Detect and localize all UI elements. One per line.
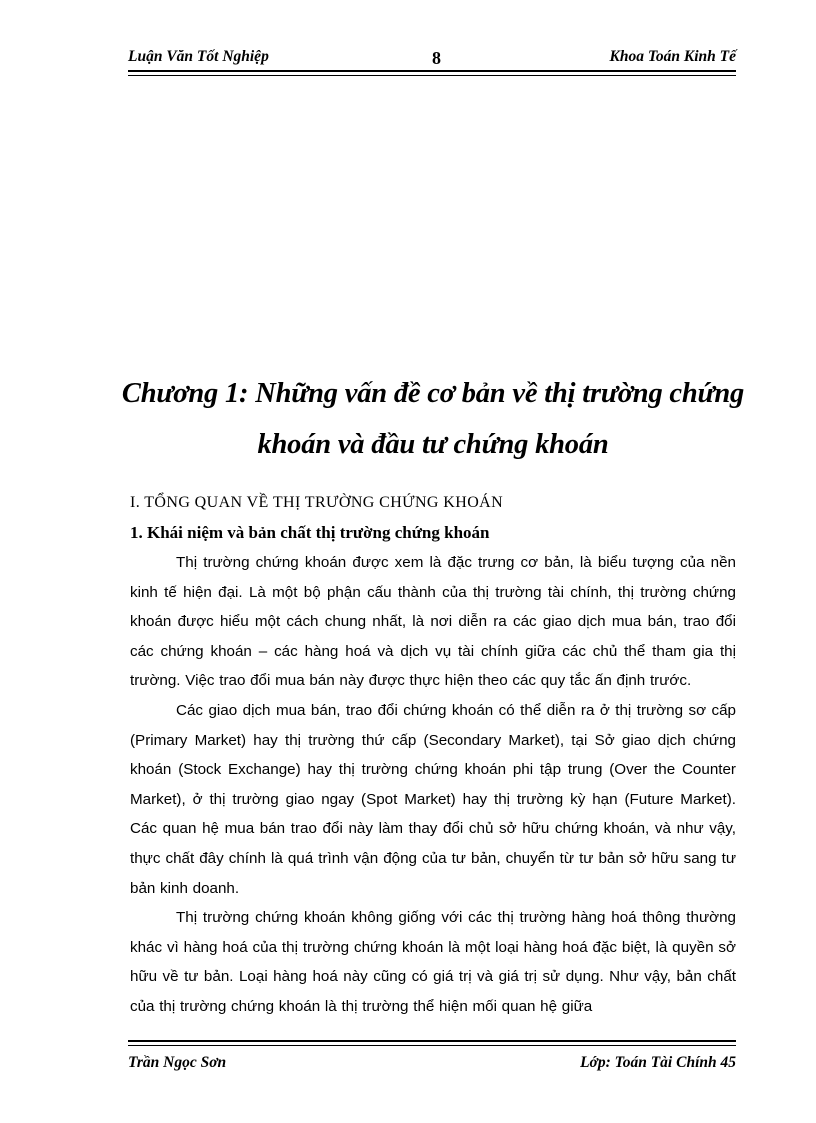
footer-author: Trần Ngọc Sơn: [128, 1054, 227, 1071]
paragraph: Thị trường chứng khoán được xem là đặc trưng cơ bản, là biểu tượng của nền kinh tế hiện đại. Là một bộ phận cấu thành của thị trường tài chính, thị trường chứng khoán được hiểu một cách chung nhất, là nơi diễn ra các giao dịch mua bán, trao đổi các chứng khoán – các hàng hoá và dịch vụ tài chính giữa các chủ thể tham gia thị trường. Việc trao đổi mua bán này được thực hiện theo các quy tắc ấn định trước.: [130, 554, 736, 690]
chapter-title: [100, 368, 766, 470]
header-divider: [128, 70, 736, 76]
page-footer: [128, 1054, 736, 1076]
footer-divider: [128, 1040, 736, 1046]
section-heading: I. TỔNG QUAN VỀ THỊ TRƯỜNG CHỨNG KHOÁN: [130, 494, 504, 511]
page-header: [128, 46, 736, 70]
document-body: [130, 488, 736, 1022]
paragraph: Thị trường chứng khoán không giống với các thị trường hàng hoá thông thường khác vì hàng hoá của thị trường chứng khoán là một loại hàng hoá đặc biệt, là quyền sở hữu về tư bản. Loại hàng hoá này cũng có giá trị và giá trị sử dụng. Như vậy, bản chất của thị trường chứng khoán là thị trường thể hiện mối quan hệ giữa: [130, 909, 736, 1015]
paragraph: Các giao dịch mua bán, trao đổi chứng khoán có thể diễn ra ở thị trường sơ cấp (Primary Market) hay thị trường thứ cấp (Secondary Market), tại Sở giao dịch chứng khoán (Stock Exchange) hay thị trường chứng khoán phi tập trung (Over the Counter Market), ở thị trường giao ngay (Spot Market) hay thị trường kỳ hạn (Future Market). Các quan hệ mua bán trao đổi này làm thay đổi chủ sở hữu chứng khoán, và như vậy, thực chất đây chính là quá trình vận động của tư bản, chuyển từ tư bản sở hữu sang tư bản kinh doanh.: [130, 701, 736, 897]
footer-class: Lớp: Toán Tài Chính 45: [580, 1054, 736, 1071]
header-faculty-label: Khoa Toán Kinh Tế: [609, 48, 736, 65]
page-number: 8: [432, 48, 441, 68]
chapter-title-line-1: Chương 1: Những vấn đề cơ bản về thị trường chứng: [121, 378, 745, 409]
subsection-heading: 1. Khái niệm và bản chất thị trường chứng khoán: [130, 523, 490, 542]
header-thesis-label: Luận Văn Tốt Nghiệp: [128, 48, 269, 65]
chapter-title-line-2: khoán và đầu tư chứng khoán: [257, 429, 609, 460]
